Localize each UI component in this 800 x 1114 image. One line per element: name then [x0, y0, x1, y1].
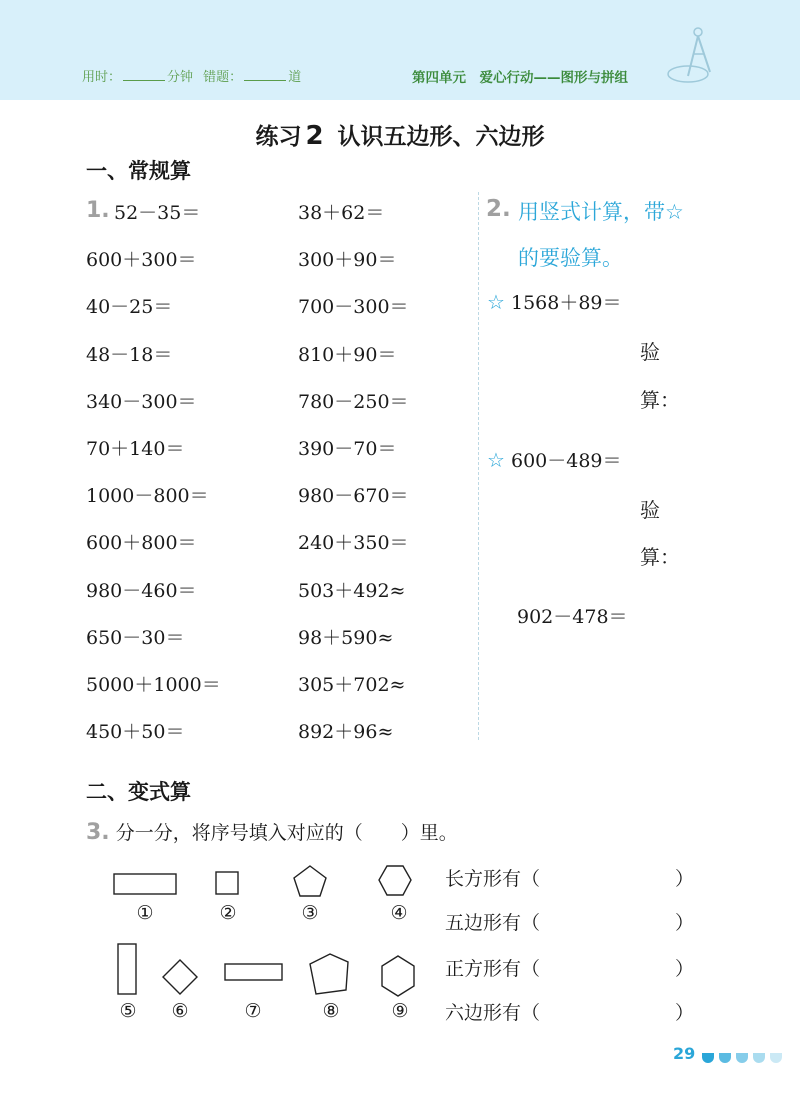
check-char-1a: 验 — [640, 340, 660, 364]
header-wave-decoration — [0, 88, 800, 104]
errors-blank[interactable] — [244, 69, 286, 81]
q1-left-equation: 600＋300＝ — [86, 249, 197, 272]
shape-label-1: ① — [136, 902, 154, 924]
time-unit: 分钟 — [167, 70, 194, 85]
column-divider — [478, 192, 479, 740]
q1-left-equation: 40－25＝ — [86, 296, 173, 319]
dot-decoration — [702, 1053, 714, 1063]
q1-left-equation: 1000－800＝ — [86, 485, 209, 508]
dot-decoration — [770, 1053, 782, 1063]
shape-7-rectangle — [225, 964, 282, 980]
answer-label: 五边形有（ — [445, 912, 541, 934]
q3-instruction-wrap — [86, 818, 458, 845]
answer-line-4[interactable] — [445, 998, 695, 1025]
q1-right-equation: 700－300＝ — [298, 296, 409, 319]
page-number: 29 — [673, 1044, 696, 1063]
q1-left-equation: 650－30＝ — [86, 626, 185, 649]
shape-label-5: ⑤ — [119, 1000, 137, 1022]
shape-2-square — [216, 872, 238, 894]
q2-problem-2-text: 600－489＝ — [510, 450, 622, 472]
shape-label-2: ② — [219, 902, 237, 924]
shape-label-4: ④ — [390, 902, 408, 924]
star-icon: ☆ — [487, 290, 505, 314]
time-label: 用时： — [82, 70, 122, 85]
answer-close-paren: ） — [675, 868, 695, 890]
q1-right-equation: 38＋62＝ — [298, 202, 385, 224]
unit-title: 第四单元 爱心行动——图形与拼组 — [412, 70, 628, 86]
errors-label: 错题： — [203, 70, 243, 85]
q3-instruction: 分一分，将序号填入对应的（ ）里。 — [115, 822, 458, 844]
answer-label: 长方形有（ — [445, 868, 541, 890]
q1-right-equation: 98＋590≈ — [298, 626, 394, 649]
q2-instruction-line1: 用竖式计算，带☆ — [518, 200, 684, 224]
check-char-2b: 算： — [640, 545, 680, 569]
q1-right-equation: 390－70＝ — [298, 438, 397, 460]
q1-right-equation: 300＋90＝ — [298, 249, 397, 272]
shape-5-rectangle — [118, 944, 136, 994]
footer-dots-decoration — [702, 1048, 787, 1067]
q1-left-equation: 340－300＝ — [86, 390, 197, 413]
shape-label-8: ⑧ — [322, 1000, 340, 1022]
q1-right-equation: 810＋90＝ — [298, 343, 397, 366]
answer-close-paren: ） — [675, 958, 695, 980]
check-char-2a: 验 — [640, 498, 660, 522]
q2-problem-1 — [487, 288, 622, 315]
q3-number: 3. — [86, 820, 110, 845]
q1-number: 1. — [86, 198, 110, 223]
q1-left-equation: 70＋140＝ — [86, 438, 185, 460]
dot-decoration — [753, 1053, 765, 1063]
answer-label: 六边形有（ — [445, 1002, 541, 1024]
q2-problem-1-text: 1568＋89＝ — [510, 292, 622, 314]
section-heading-variant: 二、变式算 — [86, 780, 191, 804]
check-char-1b: 算： — [640, 388, 680, 412]
section-heading-regular: 一、常规算 — [86, 159, 191, 183]
page-title — [0, 118, 800, 151]
q2-number: 2. — [486, 196, 511, 222]
q1-left-equation: 5000＋1000＝ — [86, 674, 221, 696]
shape-6-square — [163, 960, 197, 994]
title-prefix: 练习 — [255, 124, 302, 150]
compass-icon — [664, 24, 724, 88]
star-icon: ☆ — [487, 448, 505, 472]
answer-close-paren: ） — [675, 912, 695, 934]
shape-8-pentagon — [310, 954, 348, 994]
q1-right-equation: 892＋96≈ — [298, 721, 394, 744]
q1-right-equation: 503＋492≈ — [298, 579, 406, 602]
title-number: 2 — [305, 121, 324, 151]
q1-left-equation: 48－18＝ — [86, 343, 173, 366]
q1-left-equation: 450＋50＝ — [86, 721, 185, 744]
q1-left-equation: 52－35＝ — [114, 202, 201, 224]
q1-number-wrap — [86, 198, 110, 223]
q2-instruction-line2: 的要验算。 — [518, 246, 623, 270]
answer-line-3[interactable] — [445, 954, 695, 981]
header-time-errors — [82, 66, 301, 85]
q1-right-equation: 240＋350＝ — [298, 532, 409, 555]
q1-left-equation: 980－460＝ — [86, 579, 197, 602]
q2-problem-3: 902－478＝ — [517, 606, 628, 628]
shape-label-3: ③ — [301, 902, 319, 924]
shape-3-pentagon — [294, 866, 326, 896]
shape-9-hexagon — [382, 956, 414, 996]
shape-4-hexagon — [379, 866, 411, 895]
dot-decoration — [736, 1053, 748, 1063]
answer-line-1[interactable] — [445, 864, 695, 891]
answer-label: 正方形有（ — [445, 958, 541, 980]
time-blank[interactable] — [123, 69, 165, 81]
q1-right-equation: 980－670＝ — [298, 485, 409, 508]
q1-right-equation: 305＋702≈ — [298, 674, 406, 696]
shape-label-6: ⑥ — [171, 1000, 189, 1022]
q1-left-equation: 600＋800＝ — [86, 532, 197, 555]
shape-label-9: ⑨ — [391, 1000, 409, 1022]
shape-label-7: ⑦ — [244, 1000, 262, 1022]
shape-1-rectangle — [114, 874, 176, 894]
q1-right-equation: 780－250＝ — [298, 390, 409, 413]
answer-close-paren: ） — [675, 1002, 695, 1024]
title-text: 认识五边形、六边形 — [337, 124, 545, 150]
q2-problem-2 — [487, 446, 622, 473]
dot-decoration — [719, 1053, 731, 1063]
answer-line-2[interactable] — [445, 908, 695, 935]
errors-unit: 道 — [288, 70, 302, 85]
